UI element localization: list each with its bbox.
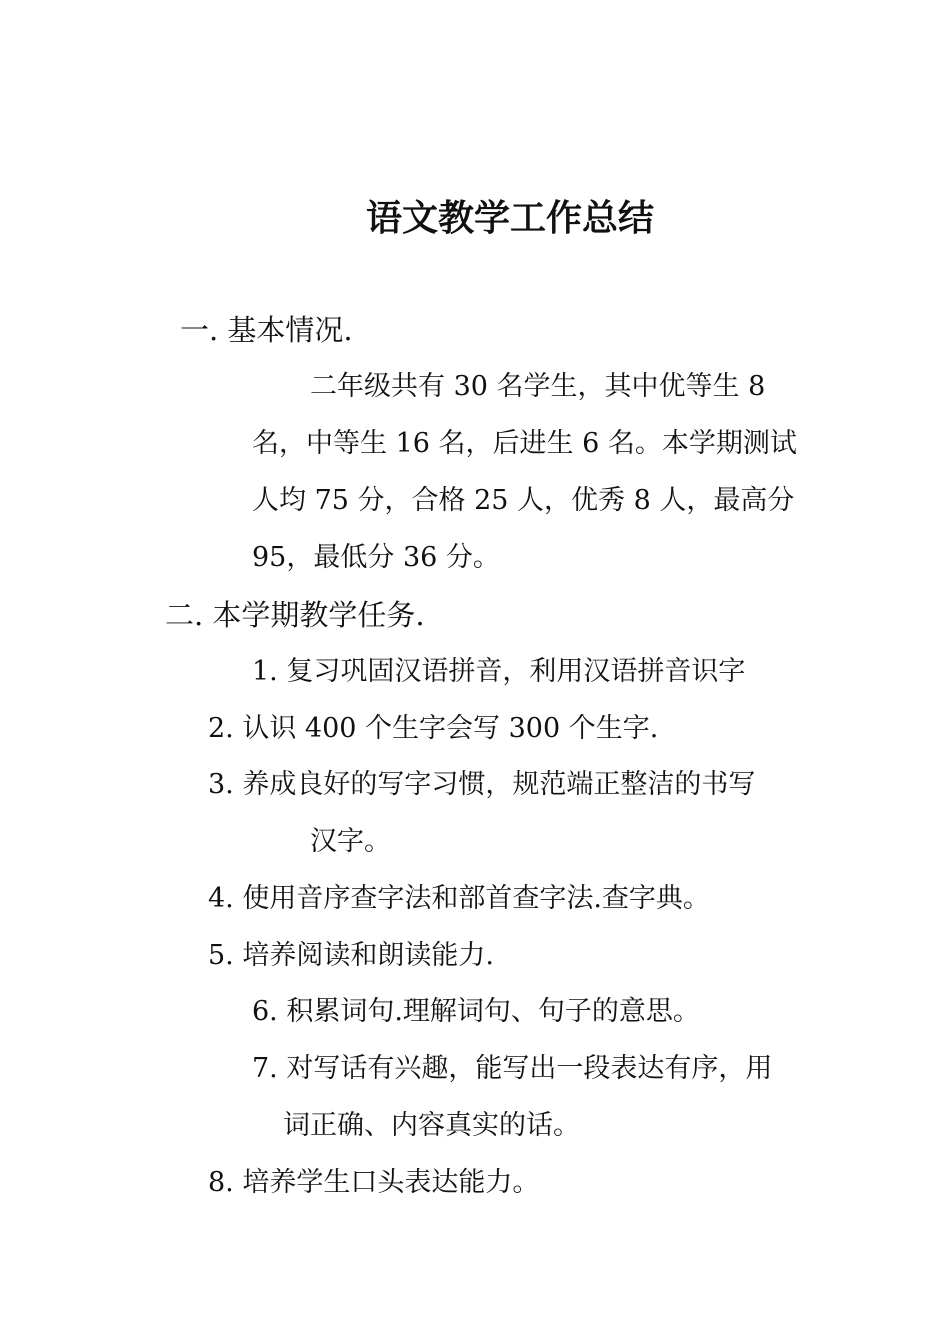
task-item-2: 2. 认识 400 个生字会写 300 个生字. <box>208 713 659 744</box>
document-title: 语文教学工作总结 <box>366 197 655 239</box>
section-heading-teaching-tasks: 二. 本学期教学任务. <box>165 598 425 632</box>
paragraph-line: 人均 75 分，合格 25 人，优秀 8 人，最高分 <box>252 485 795 516</box>
task-item-3: 3. 养成良好的写字习惯，规范端正整洁的书写 <box>208 769 756 800</box>
paragraph-line: 名，中等生 16 名，后进生 6 名。本学期测试 <box>252 428 797 459</box>
task-item-8: 8. 培养学生口头表达能力。 <box>208 1167 540 1198</box>
paragraph-line: 二年级共有 30 名学生，其中优等生 8 <box>310 371 766 402</box>
task-item-5: 5. 培养阅读和朗读能力. <box>208 940 494 971</box>
section-heading-basic-situation: 一. 基本情况. <box>180 313 353 347</box>
task-item-3-continued: 汉字。 <box>310 826 391 857</box>
task-item-7-continued: 词正确、内容真实的话。 <box>283 1110 580 1141</box>
task-item-4: 4. 使用音序查字法和部首查字法.查字典。 <box>208 883 710 914</box>
paragraph-line: 95，最低分 36 分。 <box>252 542 500 573</box>
task-item-6: 6. 积累词句.理解词句、句子的意思。 <box>252 996 700 1027</box>
task-item-7: 7. 对写话有兴趣，能写出一段表达有序，用 <box>252 1053 773 1084</box>
task-item-1: 1. 复习巩固汉语拼音，利用汉语拼音识字 <box>252 656 746 687</box>
